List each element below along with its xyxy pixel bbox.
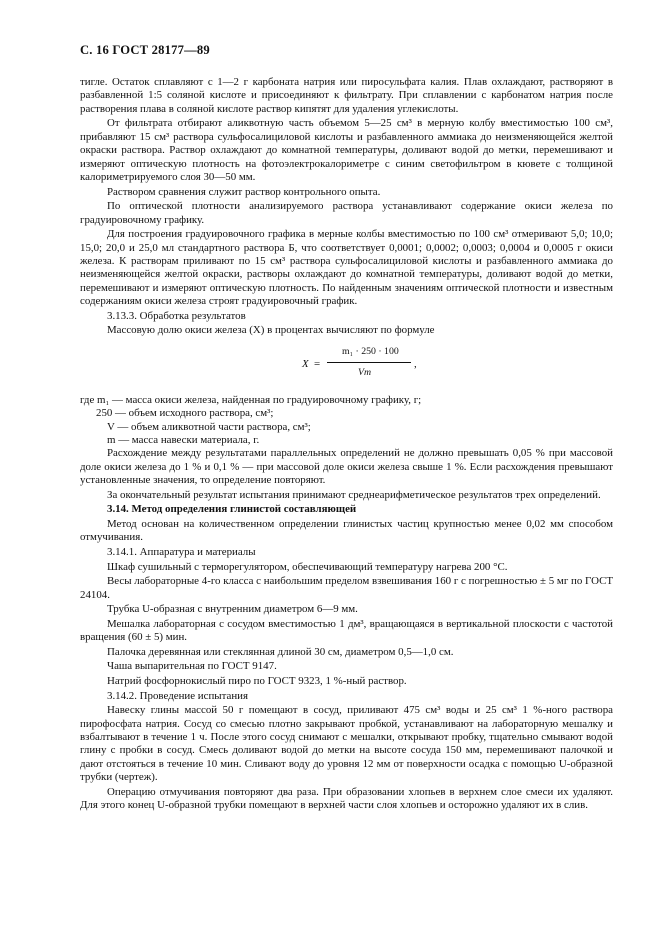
paragraph: Навеску глины массой 50 г помещают в сосуд, приливают 475 см³ воды и 25 см³ 1 %-ного раствора пирофосфата натрия. Сосуд со смесью плотно закрывают пробкой, устанавливают на лабораторную мешалку и взбалтывают в течение 1 ч. После этого сосуд снимают с мешалки, открывают пробку, тщательно смывают водой глину с пробки в сосуд. Смесь доливают водой до метки на высоте сосуда 150 мм, перемешивают палочкой и дают отстояться в течение 10 мин. Сливают воду до уровня 12 мм от поверхности осадка с помощью U-образной трубки (чертеж).	[80, 704, 613, 784]
where-line: где m₁ — масса окиси железа, найденная по градуировочному графику, г;	[80, 393, 422, 406]
paragraph: Метод основан на количественном определении глинистых частиц крупностью менее 0,02 мм способом отмучивания.	[80, 518, 613, 544]
paragraph: Расхождение между результатами параллельных определений не должно превышать 0,05 % при массовой доле окиси железа до 1 % и 0,1 % — при массовой доле окиси железа свыше 1 %. Если расхождения превышают установленные значения, то определение повторяют.	[80, 447, 613, 487]
formula-numerator: m₁ · 250 · 100	[342, 345, 399, 357]
paragraph: Массовую долю окиси железа (X) в процентах вычисляют по формуле	[107, 324, 435, 337]
formula-lhs: X	[302, 357, 309, 370]
page-header: С. 16 ГОСТ 28177—89	[80, 43, 210, 57]
paragraph: По оптической плотности анализируемого раствора устанавливают содержание окиси железа по градуировочному графику.	[80, 200, 613, 226]
paragraph: От фильтрата отбирают аликвотную часть объемом 5—25 см³ в мерную колбу вместимостью 100 см³, прибавляют 15 см³ раствора сульфосалициловой кислоты и разбавленного аммиака до неизменяющейся желтой окраски раствора. Раствор охлаждают до комнатной температуры, доливают водой до метки, перемешивают и измеряют оптическую плотность на фотоэлектрокалориметре с синим светофильтром в кювете с толщиной калориметрируемого слоя 30—50 мм.	[80, 117, 613, 184]
paragraph: Трубка U-образная с внутренним диаметром 6—9 мм.	[107, 603, 358, 616]
subsection-title: 3.14.1. Аппаратура и материалы	[107, 546, 256, 559]
formula	[80, 341, 613, 389]
paragraph: Шкаф сушильный с терморегулятором, обеспечивающий температуру нагрева 200 °С.	[107, 560, 508, 573]
section-heading: 3.14. Метод определения глинистой составляющей	[107, 503, 357, 516]
paragraph: Весы лабораторные 4-го класса с наибольшим пределом взвешивания 160 г с погрешностью ± 5 мг по ГОСТ 24104.	[80, 575, 613, 601]
paragraph: Натрий фосфорнокислый пиро по ГОСТ 9323, 1 %-ный раствор.	[107, 675, 407, 688]
paragraph: Для построения градуировочного графика в мерные колбы вместимостью по 100 см³ отмеривают 5,0; 10,0; 15,0; 20,0 и 25,0 мл стандартного раствора Б, что соответствует 0,0001; 0,0002; 0,0003; 0,0004 и 0,0005 г окиси железа. К растворам приливают по 15 см³ раствора сульфосалициловой кислоты и разбавленного аммиака до неизменяющейся желтой окраски, растворы охлаждают до комнатной температуры, доливают водой до метки, перемешивают и измеряют оптическую плотность. По найденным значениям оптической плотности и известным содержаниям окиси железа строят градуировочный график.	[80, 228, 613, 308]
paragraph: тигле. Остаток сплавляют с 1—2 г карбоната натрия или пиросульфата калия. Плав охлаждают, растворяют в разбавленной 1:5 соляной кислоте и присоединяют к фильтрату. При сплавлении с карбонатом натрия после растворения плава в соляной кислоте раствор кипятят для удаления углекислоты.	[80, 76, 613, 115]
subsection-title: 3.14.2. Проведение испытания	[107, 689, 248, 702]
paragraph: Операцию отмучивания повторяют два раза. При образовании хлопьев в верхнем слое смеси их удаляют. Для этого конец U-образной трубки помещают в верхней части слоя хлопьев и осторожно удаляют их в слив.	[80, 785, 613, 812]
where-line: 250 — объем исходного раствора, см³;	[96, 407, 274, 420]
fraction-bar	[327, 362, 411, 363]
paragraph: Мешалка лабораторная с сосудом вместимостью 1 дм³, вращающаяся в вертикальной плоскости с частотой вращения (60 ± 5) мин.	[80, 617, 613, 644]
formula-equals: =	[314, 357, 321, 370]
where-line: V — объем аликвотной части раствора, см³;	[107, 420, 311, 433]
paragraph: Чаша выпарительная по ГОСТ 9147.	[107, 660, 277, 673]
page-content	[80, 76, 613, 814]
subsection-title: 3.13.3. Обработка результатов	[107, 309, 246, 322]
paragraph: Палочка деревянная или стеклянная длиной 30 см, диаметром 0,5—1,0 см.	[107, 645, 454, 658]
formula-denominator: Vm	[358, 366, 372, 378]
paragraph: Раствором сравнения служит раствор контрольного опыта.	[107, 185, 381, 198]
where-line: m — масса навески материала, г.	[107, 434, 260, 447]
formula-comma: ,	[414, 357, 417, 370]
paragraph: За окончательный результат испытания принимают среднеарифметическое результатов трех определений.	[107, 488, 601, 501]
